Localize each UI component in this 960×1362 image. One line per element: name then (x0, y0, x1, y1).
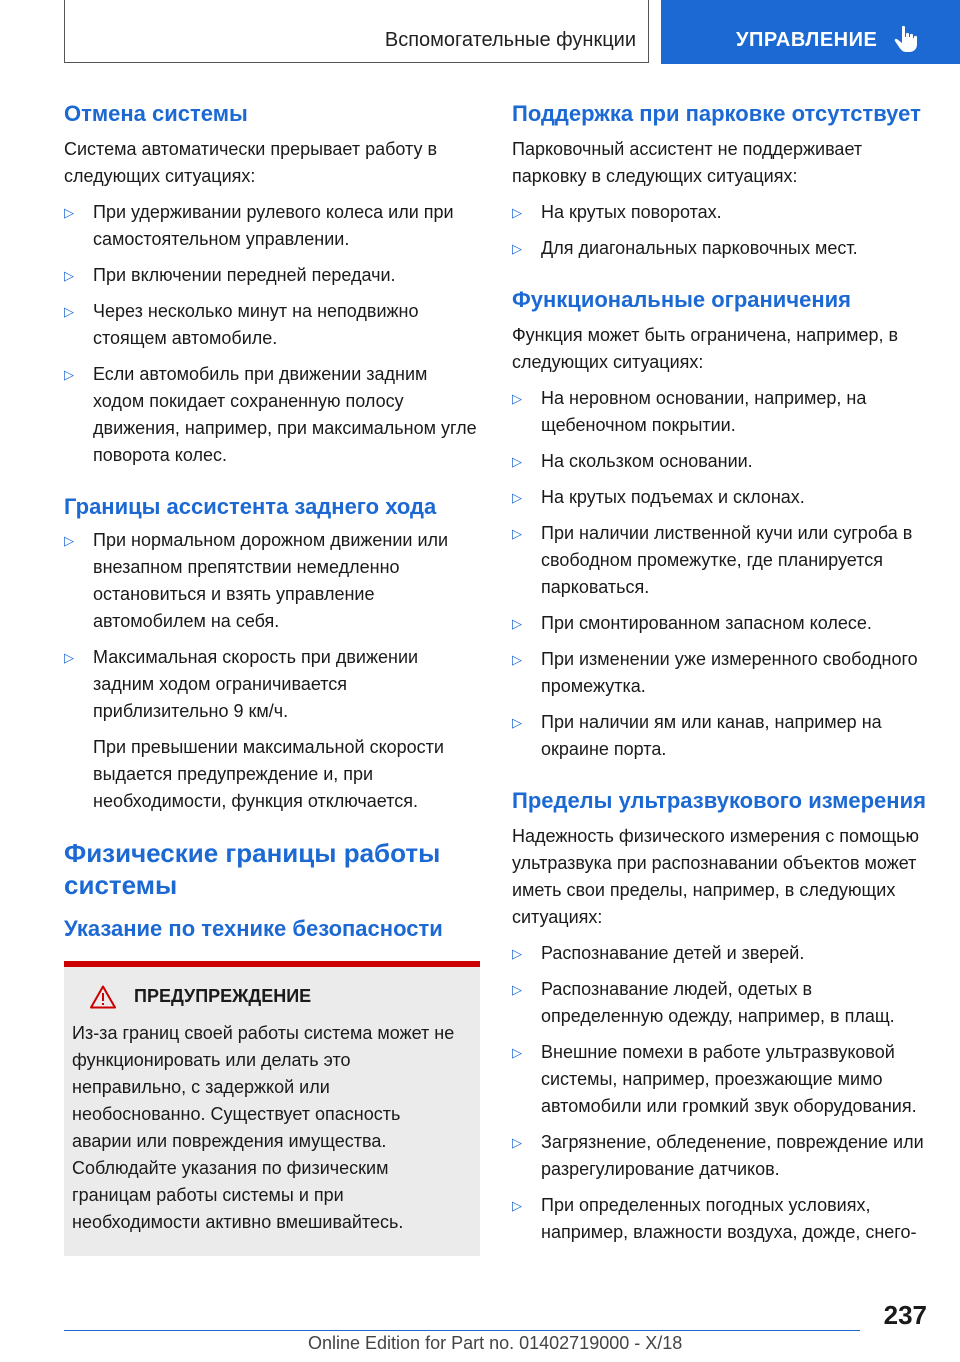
list-item: ▷ При удерживании рулевого колеса или при самостоятельном управлении. (64, 202, 454, 249)
triangle-bullet-icon: ▷ (512, 982, 522, 997)
left-column (64, 100, 480, 1256)
list-ultrasonic (512, 940, 928, 1246)
list-functional (512, 385, 928, 763)
triangle-bullet-icon: ▷ (64, 650, 74, 665)
list-item: ▷ При нормальном дорожном движении или внезапном препятствии немедленно остановиться и взять управление автомобилем на себя. (64, 530, 449, 631)
section-subtitle-safety: Указание по технике безопасности (64, 916, 443, 941)
section-title-physical: Физические границы работы системы (64, 838, 441, 900)
triangle-bullet-icon: ▷ (512, 454, 522, 469)
triangle-bullet-icon: ▷ (512, 946, 522, 961)
list-item: ▷ На крутых подъемах и склонах. (512, 487, 805, 507)
triangle-bullet-icon: ▷ (64, 367, 74, 382)
list-absent (512, 199, 928, 262)
list-item: ▷ При изменении уже измеренного свободного промежутка. (512, 649, 918, 696)
triangle-bullet-icon: ▷ (512, 715, 522, 730)
warning-header (72, 983, 456, 1010)
triangle-bullet-icon: ▷ (512, 241, 522, 256)
triangle-bullet-icon: ▷ (64, 268, 74, 283)
paragraph: Система автоматически прерывает работу в следующих ситуациях: (64, 139, 438, 186)
triangle-bullet-icon: ▷ (512, 1045, 522, 1060)
list-item: ▷ При смонтированном запасном колесе. (512, 613, 872, 633)
header-chapter-title: УПРАВЛЕНИЕ (736, 29, 878, 51)
warning-box (64, 961, 480, 1256)
triangle-bullet-icon: ▷ (512, 616, 522, 631)
warning-title: ПРЕДУПРЕЖДЕНИЕ (134, 986, 312, 1006)
triangle-bullet-icon: ▷ (512, 1198, 522, 1213)
list-item: ▷ Для диагональных парковочных мест. (512, 238, 858, 258)
list-item: ▷ Загрязнение, обледенение, повреждение или разрегулирование датчиков. (512, 1132, 924, 1179)
paragraph: Надежность физического измерения с помощью ультразвука при распознавании объектов может иметь свои пределы, например, в следующих ситуациях: (512, 826, 920, 927)
section-title-functional: Функциональные ограничения (512, 287, 851, 312)
list-item: ▷ На крутых поворотах. (512, 202, 722, 222)
list-item: ▷ Максимальная скорость при движении задним ходом ограничивается приблизительно 9 км/ч. (64, 647, 419, 721)
list-item: ▷ При определенных погодных условиях, например, влажности воздуха, дожде, снего- (512, 1195, 917, 1242)
warning-triangle-icon (90, 985, 116, 1009)
section-title-absent: Поддержка при парковке отсутствует (512, 101, 921, 126)
header-section-box (64, 0, 649, 63)
triangle-bullet-icon: ▷ (512, 391, 522, 406)
right-column (512, 100, 928, 1246)
list-cancel (64, 199, 480, 469)
footer-divider (64, 1330, 860, 1331)
header-chapter-box (661, 0, 960, 64)
footer-edition: Online Edition for Part no. 01402719000 - X/18 (308, 1333, 683, 1353)
section-title-ultrasonic: Пределы ультразвукового измерения (512, 788, 926, 813)
list-item: ▷ При включении передней передачи. (64, 265, 396, 285)
list-item: ▷ Внешние помехи в работе ультразвуковой системы, например, проезжающие мимо автомобили или громкий звук оборудования. (512, 1042, 917, 1116)
list-limits (64, 527, 480, 725)
page-number: 237 (883, 1300, 927, 1330)
triangle-bullet-icon: ▷ (512, 1135, 522, 1150)
warning-text: Из-за границ своей работы система может не функционировать или делать это неправильно, с задержкой или необоснованно. Существует опасность аварии или повреждения имущества. Соблюдайте указания по физическим границам работы системы и при необходимости активно вмешивайтесь. (72, 1023, 455, 1232)
list-item: ▷ На скользком основании. (512, 451, 753, 471)
list-item: ▷ Распознавание детей и зверей. (512, 943, 805, 963)
list-item: ▷ Распознавание людей, одетых в определенную одежду, например, в плащ. (512, 979, 895, 1026)
hand-pointer-icon (894, 25, 920, 53)
triangle-bullet-icon: ▷ (512, 526, 522, 541)
list-item: ▷ Если автомобиль при движении задним ходом покидает сохраненную полосу движения, например, при максимальном угле поворота колес. (64, 364, 477, 465)
header-section-title: Вспомогательные функции (384, 29, 636, 51)
list-item: ▷ При наличии ям или канав, например на окраине порта. (512, 712, 882, 759)
triangle-bullet-icon: ▷ (64, 533, 74, 548)
list-item: ▷ На неровном основании, например, на щебеночном покрытии. (512, 388, 867, 435)
triangle-bullet-icon: ▷ (64, 205, 74, 220)
triangle-bullet-icon: ▷ (64, 304, 74, 319)
list-item: ▷ При наличии лиственной кучи или сугроба в свободном промежутке, где планируется парковаться. (512, 523, 913, 597)
paragraph: Парковочный ассистент не поддерживает парковку в следующих ситуациях: (512, 139, 863, 186)
section-title-limits: Границы ассистента заднего хода (64, 494, 437, 519)
list-item: ▷ Через несколько минут на неподвижно стоящем автомобиле. (64, 301, 419, 348)
triangle-bullet-icon: ▷ (512, 652, 522, 667)
section-title-cancel: Отмена системы (64, 101, 248, 126)
paragraph: Функция может быть ограничена, например, в следующих ситуациях: (512, 325, 899, 372)
triangle-bullet-icon: ▷ (512, 490, 522, 505)
list-note: При превышении максимальной скорости выдается предупреждение и, при необходимости, функция отключается. (93, 737, 444, 811)
triangle-bullet-icon: ▷ (512, 205, 522, 220)
